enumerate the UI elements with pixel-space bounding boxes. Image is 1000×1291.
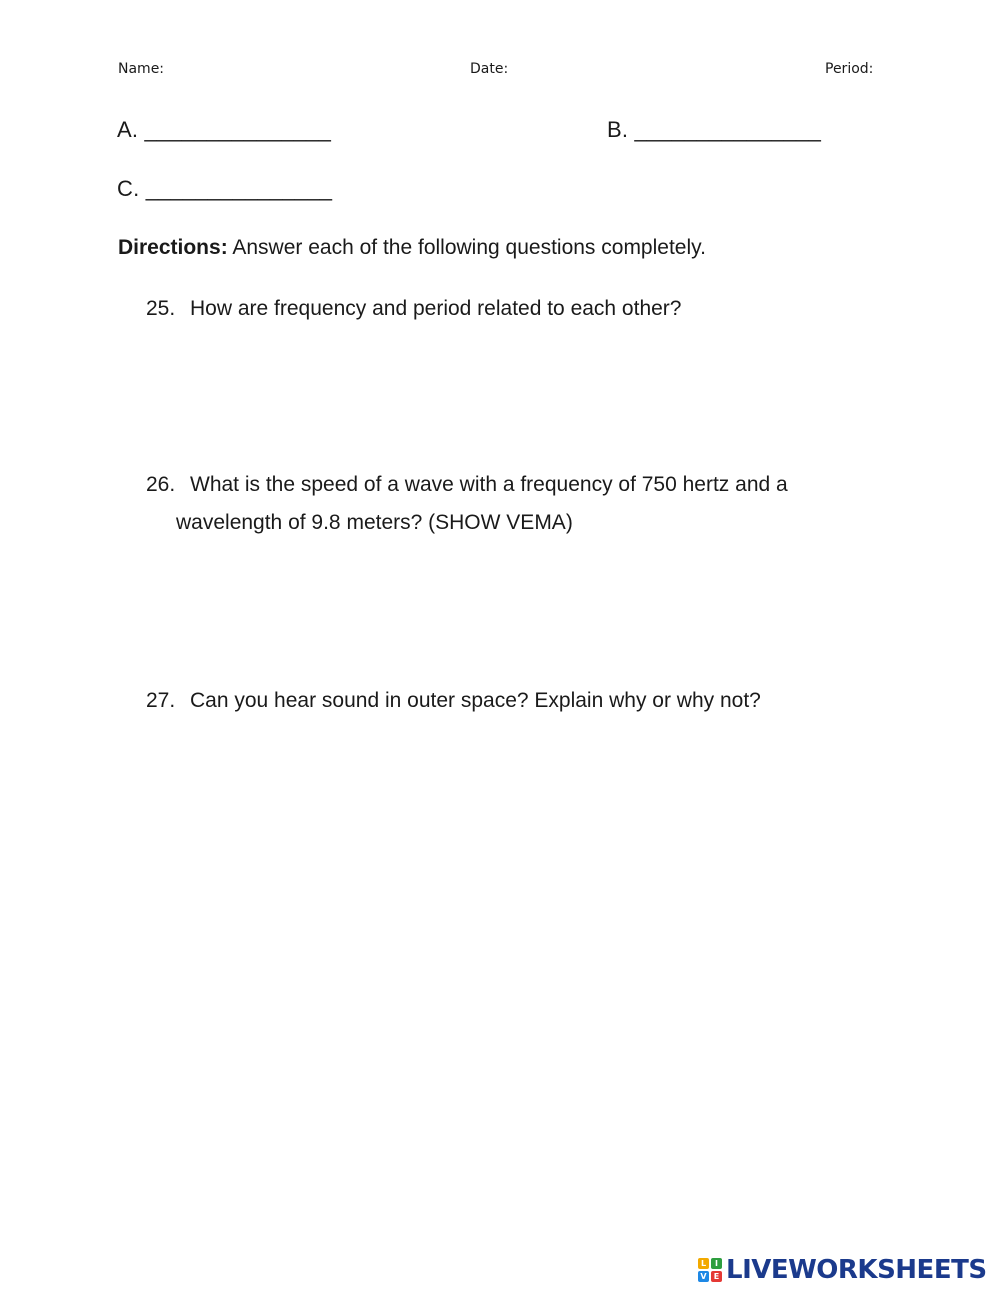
period-label: Period: — [825, 61, 874, 77]
question-26 — [146, 466, 788, 542]
liveworksheets-logo-icon — [698, 1258, 722, 1282]
name-label: Name: — [118, 61, 165, 77]
answer-blank-b[interactable]: B. _______________ — [607, 117, 822, 142]
date-label: Date: — [470, 61, 509, 77]
logo-cell: E — [711, 1271, 722, 1282]
liveworksheets-watermark — [698, 1255, 987, 1285]
answer-blank-c[interactable]: C. _______________ — [117, 176, 333, 201]
question-25 — [146, 290, 681, 328]
question-text: What is the speed of a wave with a frequency of 750 hertz and a — [190, 473, 788, 496]
question-text: Can you hear sound in outer space? Explain why or why not? — [190, 689, 761, 712]
directions-label: Directions: — [118, 236, 228, 259]
logo-cell: L — [698, 1258, 709, 1269]
logo-cell: V — [698, 1271, 709, 1282]
question-number: 27. — [146, 689, 176, 712]
watermark-text: LIVEWORKSHEETS — [726, 1255, 987, 1285]
logo-cell: I — [711, 1258, 722, 1269]
directions-text: Answer each of the following questions completely. — [232, 236, 706, 259]
question-text: How are frequency and period related to each other? — [190, 297, 682, 320]
directions — [118, 236, 706, 260]
question-27 — [146, 682, 761, 720]
question-text-continued: wavelength of 9.8 meters? (SHOW VEMA) — [176, 511, 573, 534]
question-number: 26. — [146, 473, 176, 496]
question-number: 25. — [146, 297, 176, 320]
answer-blank-a[interactable]: A. _______________ — [117, 117, 332, 142]
